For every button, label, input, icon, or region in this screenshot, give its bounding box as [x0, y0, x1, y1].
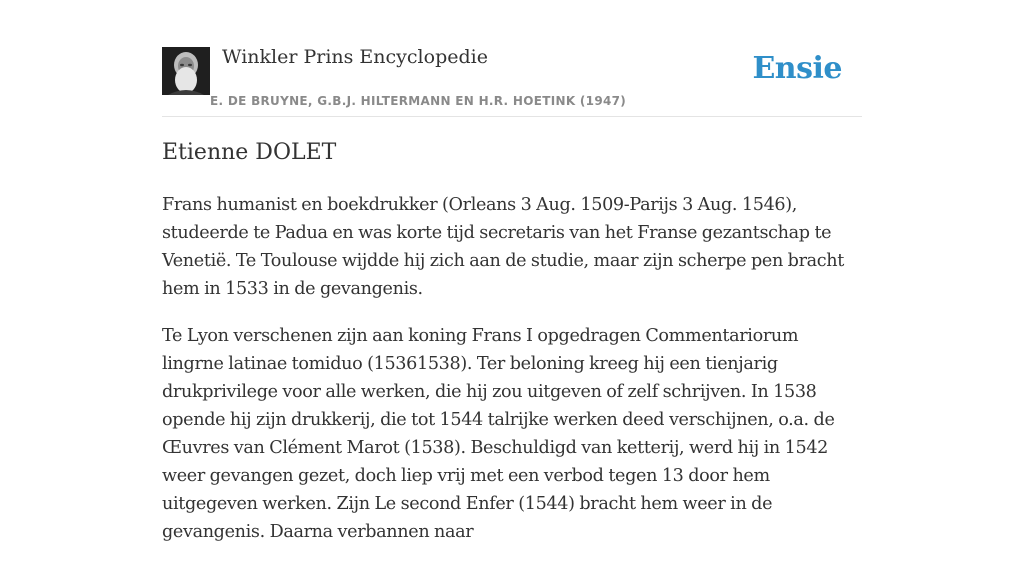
- author-avatar[interactable]: [162, 47, 210, 95]
- article-body: [162, 191, 862, 565]
- source-title[interactable]: Winkler Prins Encyclopedie: [222, 46, 488, 68]
- page: [162, 0, 862, 542]
- portrait-icon: [162, 47, 210, 95]
- article-paragraph: Te Lyon verschenen zijn aan koning Frans I opgedragen Commentariorum lingrne latinae tomiduo (15361538). Ter beloning kreeg hij een tienjarig drukprivilege voor alle werken, die hij zou uitgeven of zelf schrijven. In 1538 opende hij zijn drukkerij, die tot 1544 talrijke werken deed verschijnen, o.a. de Œuvres van Clément Marot (1538). Beschuldigd van ketterij, werd hij in 1542 weer gevangen gezet, doch liep vrij met een verbod tegen 13 door hem uitgegeven werken. Zijn Le second Enfer (1544) bracht hem weer in de gevangenis. Daarna verbannen naar: [162, 326, 835, 542]
- source-authors: E. DE BRUYNE, G.B.J. HILTERMANN EN H.R. HOETINK (1947): [210, 94, 627, 108]
- ensie-logo[interactable]: Ensie: [752, 51, 842, 86]
- article-title: Etienne DOLET: [162, 140, 337, 165]
- source-header: [162, 0, 862, 117]
- article-paragraph: Frans humanist en boekdrukker (Orleans 3 Aug. 1509-Parijs 3 Aug. 1546), studeerde te Padua en was korte tijd secretaris van het Franse gezantschap te Venetië. Te Toulouse wijdde hij zich aan de studie, maar zijn scherpe pen bracht hem in 1533 in de gevangenis.: [162, 195, 844, 299]
